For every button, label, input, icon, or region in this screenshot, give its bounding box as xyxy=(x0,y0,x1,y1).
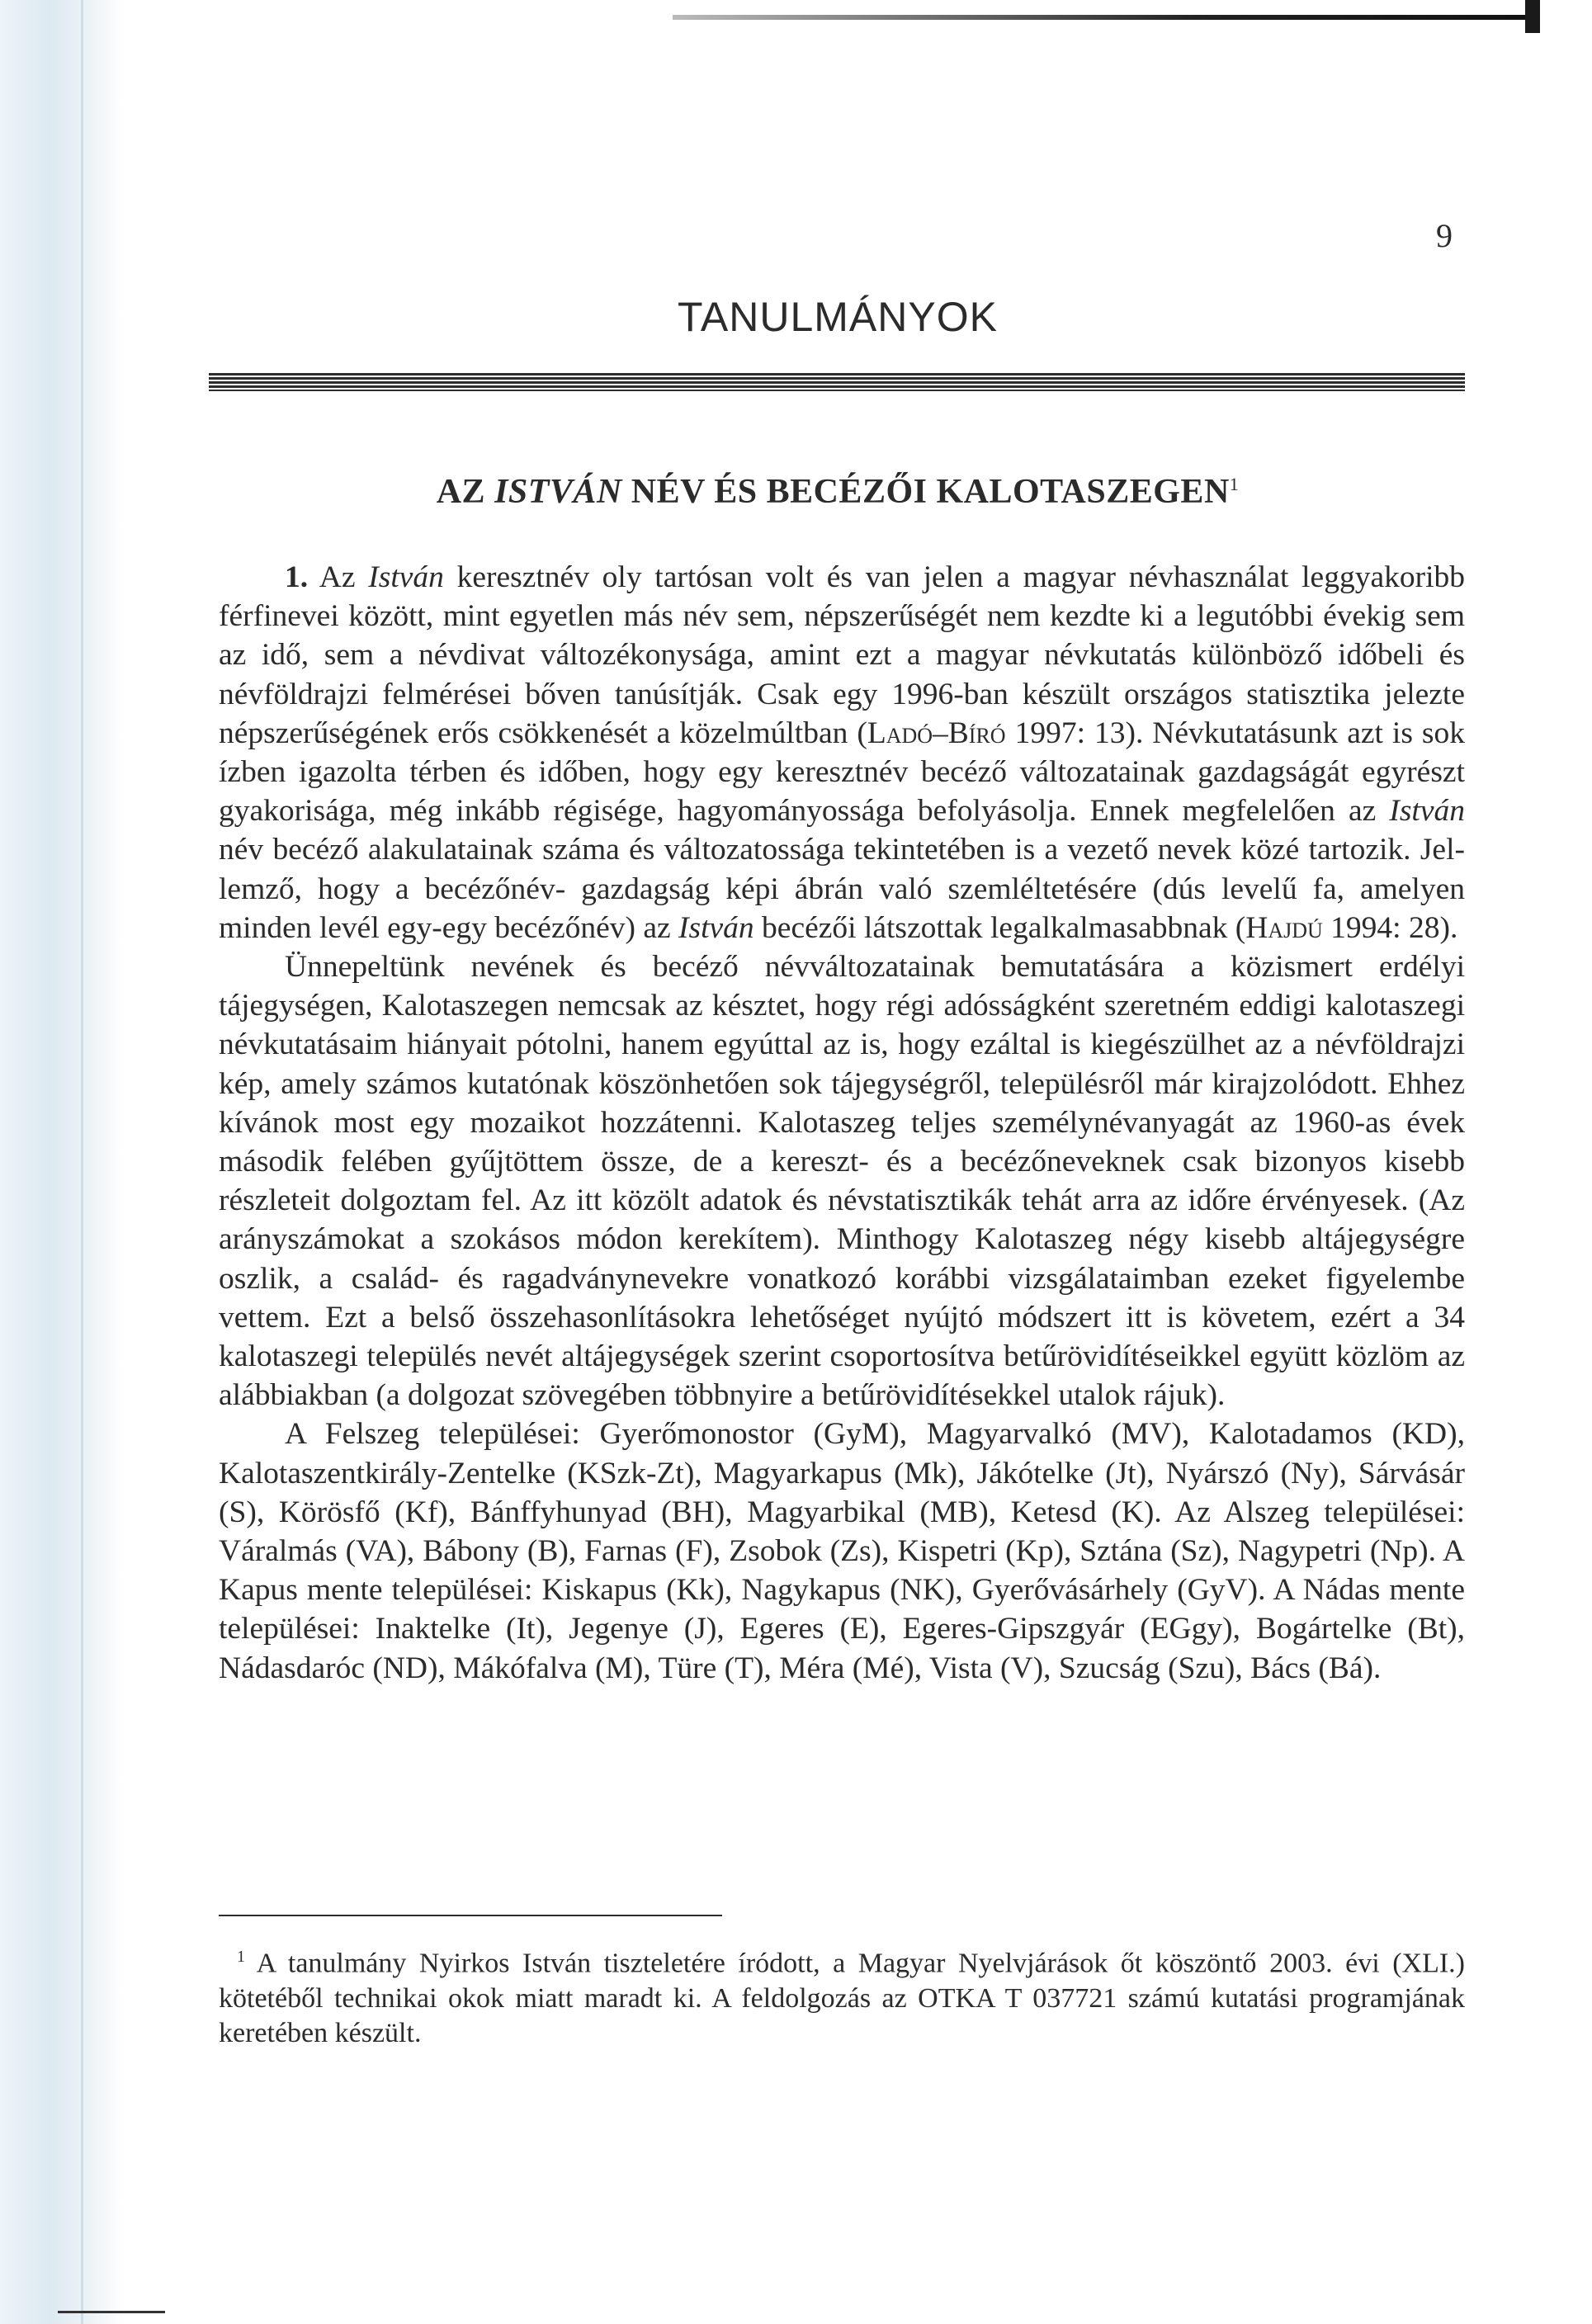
paragraph-3: A Felszeg települései: Gyerőmonostor (GyM), Magyarvalkó (MV), Kalotadamos (KD), Kalotaszentkirály-Zentelke (KSzk-Zt), Magyarkapus (Mk), Jákótelke (Jt), Nyárszó (Ny), Sárvásár (S), Körösfő (Kf), Bánffyhunyad (BH), Magyarbikal (MB), Ketesd (K). Az Alszeg települései: Váralmás (VA), Bábony (B), Farnas (F), Zsobok (Zs), Kispetri (Kp), Sztána (Sz), Nagypetri (Np). A Kapus mente települései: Kiskapus (Kk), Nagykapus (NK), Gyerővásárhely (GyV). A Nádas mente települései: Inaktelke (It), Jegenye (J), Egeres (E), Egeres-Gipszgyár (EGgy), Bogártelke (Bt), Nádasdaróc (ND), Mákófalva (M), Türe (T), Méra (Mé), Vista (V), Szucság (Szu), Bács (Bá). xyxy=(219,1417,1465,1685)
p1-text-4: név becéző alakulatainak száma és változatossága tekintetében is a vezető nevek közé tartozik. Jellemző, hogy a becézőnév- gazdagság képi ábrán való szemléltetésére (dús levelű fa, amelyen minden levél egy-egy becézőnév) az xyxy=(219,833,1465,945)
section-enumerator: 1. xyxy=(285,560,309,594)
footnote-separator xyxy=(219,1915,722,1916)
p1-italic-name-1: István xyxy=(368,560,444,594)
top-edge-rule xyxy=(673,15,1539,20)
article-title-italic: ISTVÁN xyxy=(494,473,622,511)
citation-author-1: Ladó–Bíró xyxy=(867,716,1006,750)
bottom-edge-mark xyxy=(58,2311,165,2313)
footnote-text: A tanulmány Nyirkos István tiszteletére íródott, a Magyar Nyelvjárások őt köszöntő 2003. évi (XLI.) kötetéből technikai okok miatt maradt ki. A feldolgozás az OTKA T 037721 számú kutatási programjának keretében készült. xyxy=(219,1948,1465,2049)
p1-text-2: keresztnév oly tartósan volt és van jelen a magyar névhasználat leggyakoribb férfinevei között, mint egyetlen más név sem, népszerűségét nem kezdte ki a legutóbbi évekig sem az idő, sem a névdivat változékonysága, amint ezt a magyar névkutatás különböző időbeli és névföldrajzi felmérései bőven tanúsítják. Csak egy 1996-ban készült országos statisztika jelezte népszerűségének erős csökkenését a közelmúltban ( xyxy=(219,560,1465,750)
p1-text-1: Az xyxy=(308,560,369,594)
p1-text-5: becézői látszottak legalkalmasabbnak ( xyxy=(753,910,1246,945)
footnote-marker: 1 xyxy=(237,1948,245,1966)
p1-text-6: 1994: 28). xyxy=(1322,910,1458,945)
title-footnote-ref: 1 xyxy=(1229,474,1240,494)
article-title-prefix: AZ xyxy=(436,473,495,511)
article-title-suffix: NÉV ÉS BECÉZŐI KALOTASZEGEN xyxy=(621,473,1230,511)
section-title: TANULMÁNYOK xyxy=(678,294,998,340)
p1-italic-name-2: István xyxy=(1389,794,1465,829)
binding-edge xyxy=(81,0,83,2324)
article-title xyxy=(206,472,1469,512)
footnote-1 xyxy=(219,1939,1465,2052)
footnote xyxy=(219,1939,1465,2052)
citation-author-2: Hajdú xyxy=(1245,910,1323,945)
paragraph-1 xyxy=(219,558,1465,947)
binding-shadow xyxy=(0,0,124,2324)
top-edge-mark xyxy=(1525,0,1540,33)
article-body xyxy=(219,558,1465,1688)
p1-italic-name-3: István xyxy=(678,910,754,945)
paragraph-2: Ünnepeltünk nevének és becéző névváltozatainak bemutatására a közismert erdélyi tájegységen, Kalotaszegen nemcsak az késztet, hogy régi adósságként szeretném eddigi kalotaszegi névkutatásaim hiányait pótolni, hanem egyúttal az is, hogy ezáltal is kiegészülhet az a névföldrajzi kép, amely számos kutatónak köszönhetően sok tájegységről, településről már kirajzolódott. Ehhez kívánok most egy mozaikot hozzátenni. Kalotaszeg teljes személynévanyagát az 1960-as évek második felében gyűjtöttem össze, de a kereszt- és a becézőneveknek csak bizonyos kisebb részleteit dolgoztam fel. Az itt közölt adatok és névstatisztikák tehát arra az időre érvényesek. (Az arányszámokat a szokásos módon kerekítem). Minthogy Kalotaszeg négy kisebb altájegységre oszlik, a család- és ragadványnevekre vonatkozó korábbi vizsgálataimban ezeket figyelembe vettem. Ezt a belső összehasonlításokra lehetőséget nyújtó módszert itt is követem, ezért a 34 kalotaszegi település nevét altájegységek szerint csoportosítva betűrövidítéseikkel együtt közlöm az alábbiakban (a dolgozat szövegében többnyire a betűrövidítésekkel utalok rájuk). xyxy=(219,950,1465,1413)
section-title-rule xyxy=(209,373,1465,391)
page-number: 9 xyxy=(1436,217,1453,254)
p1-text-3: 1997: 13). Névkutatásunk azt is sok ízben igazolta térben és időben, hogy egy keresztnév becéző változatainak gazdagságát egyrészt gyakorisága, még inkább régisége, hagyományossága befolyásolja. Ennek megfelelően az xyxy=(219,716,1465,829)
